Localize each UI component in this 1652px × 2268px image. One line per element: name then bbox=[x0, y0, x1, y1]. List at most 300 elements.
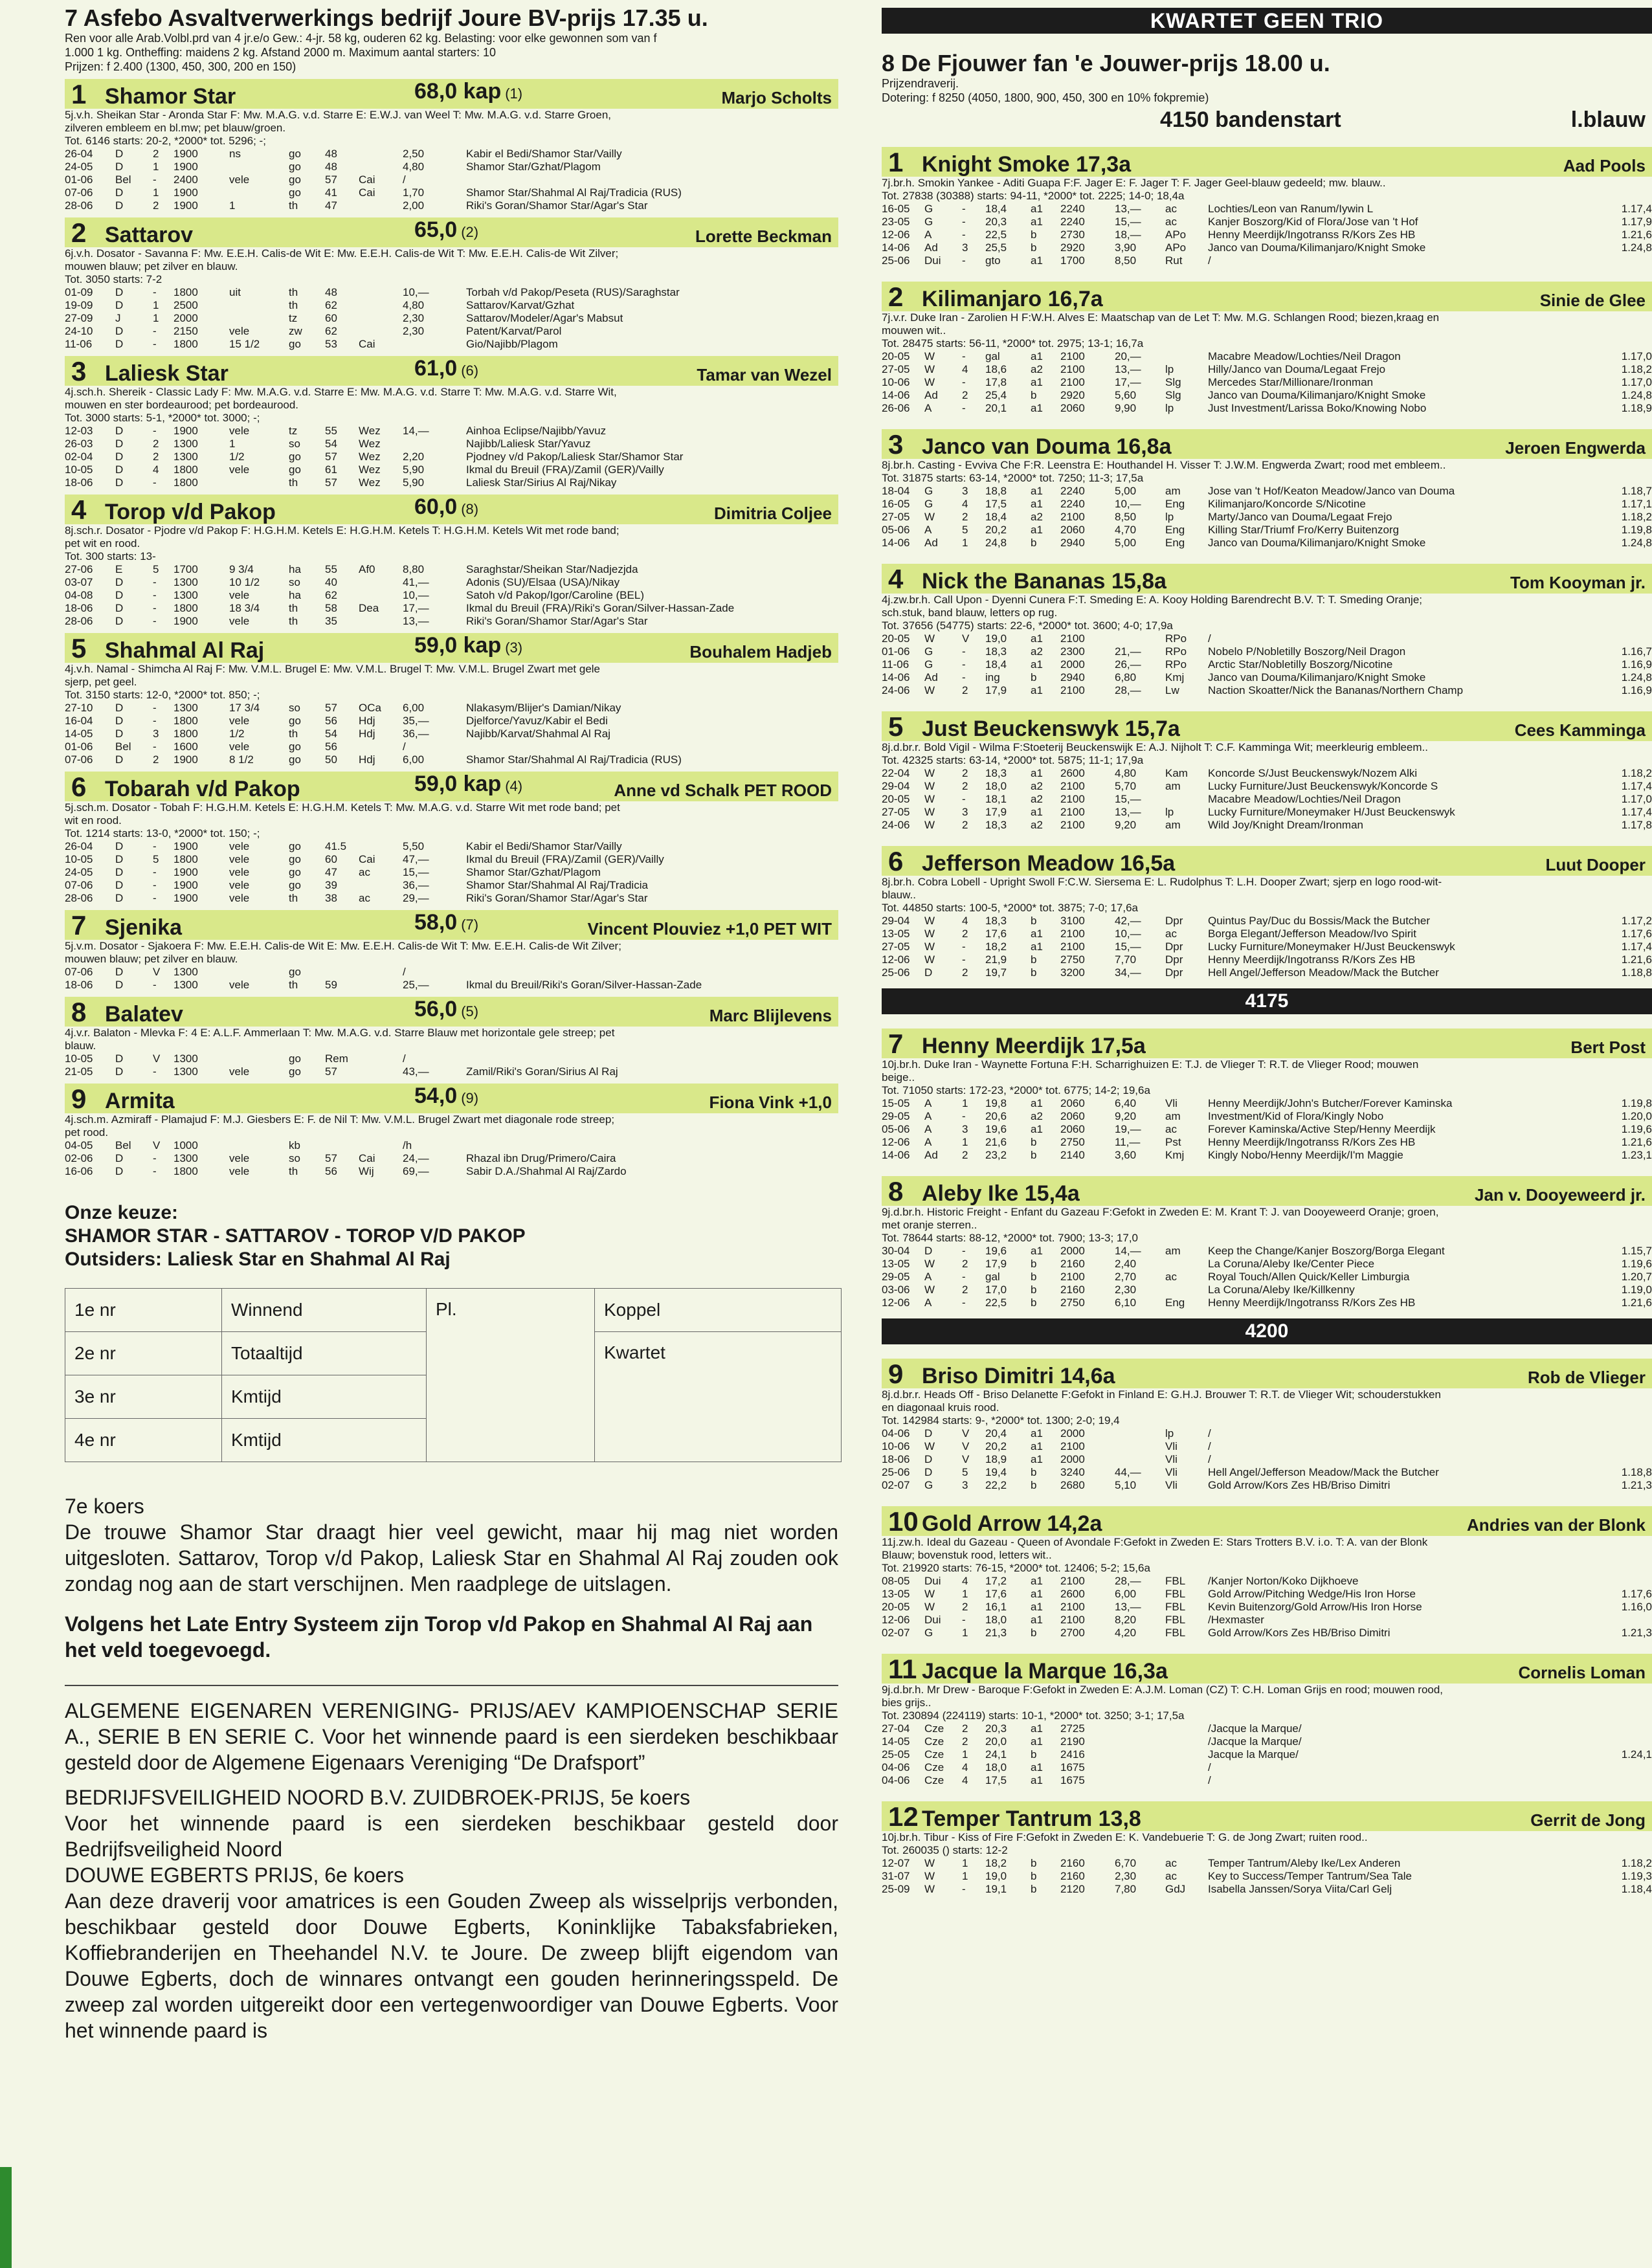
horse-number: 7 bbox=[71, 910, 87, 940]
result-cell: - bbox=[962, 940, 966, 953]
result-cell: 1675 bbox=[1060, 1761, 1085, 1773]
horse-name: Shamor Star bbox=[105, 84, 236, 109]
result-cell: 1800 bbox=[173, 338, 198, 350]
horse-pedigree: 10j.br.h. Tibur - Kiss of Fire F:Gefokt in Zweden E: K. Vandebuerie T: G. de Jong Zwart; ruiten rood.. bbox=[882, 1831, 1368, 1843]
results-table bbox=[882, 767, 1652, 832]
result-row bbox=[65, 312, 838, 325]
result-cell: Kabir el Bedi/Shamor Star/Vailly bbox=[466, 840, 622, 852]
result-cell: 58 bbox=[325, 602, 337, 614]
result-cell: Kabir el Bedi/Shamor Star/Vailly bbox=[466, 148, 622, 160]
horse-header bbox=[882, 429, 1652, 459]
result-cell: vele bbox=[229, 892, 250, 904]
result-cell: 8,50 bbox=[1115, 254, 1137, 267]
result-cell: 31-07 bbox=[882, 1870, 910, 1882]
horse-entry bbox=[65, 1084, 838, 1178]
result-cell: Kmj bbox=[1165, 671, 1185, 684]
result-cell: a1 bbox=[1031, 928, 1043, 940]
result-cell: 26-04 bbox=[65, 148, 93, 160]
result-cell bbox=[1165, 1761, 1208, 1774]
result-cell: Vli bbox=[1165, 1479, 1178, 1491]
result-cell: 5 bbox=[153, 563, 159, 575]
result-cell: 2190 bbox=[1060, 1735, 1085, 1748]
result-cell: 2500 bbox=[173, 299, 198, 311]
result-row bbox=[882, 1761, 1652, 1774]
result-cell: 21,6 bbox=[985, 1136, 1007, 1148]
horse-pedigree: bies grijs.. bbox=[882, 1696, 932, 1709]
result-cell: 4,20 bbox=[1115, 1627, 1137, 1639]
horse-pedigree: 9j.d.br.h. Historic Freight - Enfant du Gazeau F:Gefokt in Zweden E: M. Krant T: J. van Dooyeweerd Oranje; groen, bbox=[882, 1206, 1439, 1218]
result-row bbox=[65, 1152, 838, 1165]
horse-pedigree: 11j.zw.h. Ideal du Gazeau - Queen of Avondale F:Gefokt in Zweden E: Stars Trotters B.V. i.o. T: A. van der Blonk bbox=[882, 1536, 1428, 1548]
result-row bbox=[65, 563, 838, 576]
result-cell: / bbox=[1208, 632, 1211, 645]
result-cell: 2240 bbox=[1060, 485, 1085, 497]
start-position: (5) bbox=[461, 1003, 479, 1019]
result-row bbox=[882, 1296, 1652, 1309]
result-cell: G bbox=[924, 216, 933, 228]
result-cell: 55 bbox=[325, 563, 337, 575]
result-cell: 15,— bbox=[1115, 940, 1141, 953]
sponsor-notes bbox=[65, 1698, 838, 2043]
result-cell: a1 bbox=[1031, 940, 1043, 953]
horse-weight: 54,0 bbox=[414, 1084, 458, 1108]
result-cell: 04-06 bbox=[882, 1427, 910, 1440]
result-row bbox=[65, 299, 838, 312]
result-cell: am bbox=[1165, 819, 1181, 831]
start-info bbox=[882, 107, 1652, 133]
horse-career-stats: Tot. 230894 (224119) starts: 10-1, *2000* tot. 3250; 3-1; 17,5a bbox=[882, 1709, 1185, 1722]
result-cell: 17,9 bbox=[985, 684, 1007, 696]
result-cell: Riki's Goran/Shamor Star/Agar's Star bbox=[466, 892, 648, 904]
result-cell: 1 bbox=[962, 1097, 968, 1109]
result-cell: 40 bbox=[325, 576, 337, 588]
result-cell: 29-04 bbox=[882, 780, 910, 792]
result-cell: E bbox=[115, 563, 123, 575]
result-cell: 2 bbox=[962, 389, 968, 401]
result-cell: 18-06 bbox=[65, 602, 93, 614]
result-cell bbox=[1165, 1735, 1208, 1748]
result-cell: 19,0 bbox=[985, 632, 1007, 645]
result-cell bbox=[359, 879, 403, 892]
result-cell: 1 bbox=[962, 1748, 968, 1761]
result-cell: 16,1 bbox=[985, 1601, 1007, 1613]
result-cell: a1 bbox=[1031, 1588, 1043, 1600]
result-cell: Ainhoa Eclipse/Najibb/Yavuz bbox=[466, 425, 607, 437]
result-cell: - bbox=[962, 402, 966, 414]
result-cell: 1700 bbox=[1060, 254, 1085, 267]
result-cell: 5,90 bbox=[403, 476, 425, 489]
result-cell: - bbox=[153, 1065, 157, 1078]
horse-entry bbox=[882, 1176, 1652, 1309]
result-cell: - bbox=[962, 1614, 966, 1626]
result-cell: 26,— bbox=[1115, 658, 1141, 671]
result-cell: - bbox=[962, 671, 966, 684]
result-cell: 1.24,8 bbox=[1621, 241, 1652, 254]
result-cell: 1 bbox=[153, 161, 159, 173]
result-cell: D bbox=[115, 1165, 124, 1177]
result-cell: b bbox=[1031, 1271, 1037, 1283]
result-cell: Ikmal du Breuil/Riki's Goran/Silver-Hassan-Zade bbox=[466, 979, 702, 991]
result-row bbox=[882, 537, 1652, 550]
result-cell: 1900 bbox=[173, 186, 198, 199]
result-cell: 9,20 bbox=[1115, 819, 1137, 831]
result-cell: /Jacque la Marque/ bbox=[1208, 1722, 1302, 1735]
result-cell bbox=[229, 476, 289, 489]
result-cell: 3 bbox=[153, 728, 159, 740]
result-cell: Henny Meerdijk/Ingotranss R/Kors Zes HB bbox=[1208, 953, 1416, 966]
result-cell: 1.17,2 bbox=[1621, 915, 1652, 927]
horse-number: 4 bbox=[888, 564, 904, 594]
result-cell: a1 bbox=[1031, 1774, 1043, 1786]
result-cell: 1 bbox=[153, 312, 159, 324]
result-cell: a1 bbox=[1031, 350, 1043, 362]
result-cell: 14-06 bbox=[882, 389, 910, 401]
result-cell: 18 3/4 bbox=[229, 602, 260, 614]
result-cell bbox=[359, 286, 403, 299]
result-cell: vele bbox=[229, 589, 250, 601]
result-cell: 6,70 bbox=[1115, 1857, 1137, 1869]
result-cell: 6,00 bbox=[403, 753, 425, 766]
result-cell: 2000 bbox=[173, 312, 198, 324]
result-cell: b bbox=[1031, 1857, 1037, 1869]
race-8-entries bbox=[882, 147, 1652, 1896]
result-cell: 2160 bbox=[1060, 1857, 1085, 1869]
result-cell: - bbox=[153, 740, 157, 753]
result-cell: go bbox=[289, 463, 301, 476]
driver-name: Marjo Scholts bbox=[721, 88, 832, 107]
result-cell: 2100 bbox=[1060, 1575, 1085, 1587]
result-cell bbox=[359, 576, 403, 589]
result-cell: 13-05 bbox=[882, 1258, 910, 1270]
result-cell: 10,— bbox=[403, 286, 429, 298]
result-cell: 29-05 bbox=[882, 1110, 910, 1122]
horse-number: 2 bbox=[71, 217, 87, 248]
result-cell: 1.23,1 bbox=[1621, 1149, 1652, 1161]
result-cell: 1900 bbox=[173, 425, 198, 437]
horse-pedigree: blauw. bbox=[65, 1040, 96, 1052]
result-row bbox=[882, 632, 1652, 645]
result-cell: a1 bbox=[1031, 1097, 1043, 1109]
result-cell: La Coruna/Aleby Ike/Center Piece bbox=[1208, 1258, 1375, 1270]
result-cell: 17 3/4 bbox=[229, 702, 260, 714]
result-cell: 18,3 bbox=[985, 819, 1007, 831]
result-cell: 21-05 bbox=[65, 1065, 93, 1078]
results-table bbox=[65, 1139, 838, 1178]
result-cell: a1 bbox=[1031, 1453, 1043, 1465]
results-table bbox=[882, 485, 1652, 550]
result-cell: 1.16,9 bbox=[1621, 684, 1652, 696]
choice-horses: SHAMOR STAR - SATTAROV - TOROP V/D PAKOP bbox=[65, 1225, 526, 1247]
result-cell: 2,30 bbox=[1115, 1870, 1137, 1882]
result-cell: Patent/Karvat/Parol bbox=[466, 325, 562, 337]
result-cell: Gold Arrow/Kors Zes HB/Briso Dimitri bbox=[1208, 1479, 1390, 1491]
result-cell: 9,90 bbox=[1115, 402, 1137, 414]
result-cell: 1.17,0 bbox=[1621, 793, 1652, 805]
result-cell: Lucky Furniture/Moneymaker H/Just Beuckenswyk bbox=[1208, 806, 1455, 818]
result-cell: Hell Angel/Jefferson Meadow/Mack the Butcher bbox=[1208, 966, 1439, 979]
horse-career-stats: Tot. 71050 starts: 172-23, *2000* tot. 6775; 14-2; 19,6a bbox=[882, 1084, 1150, 1096]
result-cell: 41,— bbox=[403, 576, 429, 588]
result-cell: 1.18,4 bbox=[1621, 1883, 1652, 1895]
results-table bbox=[65, 425, 838, 489]
result-cell: Kam bbox=[1165, 767, 1188, 779]
result-cell bbox=[1603, 1761, 1652, 1774]
result-cell: 2100 bbox=[1060, 350, 1085, 362]
result-cell: APo bbox=[1165, 228, 1187, 241]
result-cell: Cai bbox=[359, 186, 375, 199]
result-cell: 4,80 bbox=[1115, 767, 1137, 779]
result-cell: / bbox=[1208, 1440, 1211, 1452]
result-row bbox=[65, 576, 838, 589]
result-cell: Kevin Buitenzorg/Gold Arrow/His Iron Horse bbox=[1208, 1601, 1422, 1613]
result-cell: 1.19,6 bbox=[1621, 1123, 1652, 1135]
result-cell: b bbox=[1031, 1136, 1037, 1148]
result-cell: RPo bbox=[1165, 632, 1187, 645]
result-cell: 1800 bbox=[173, 853, 198, 865]
horse-header bbox=[882, 846, 1652, 876]
result-cell: / bbox=[1208, 1761, 1211, 1773]
result-cell: 48 bbox=[325, 148, 337, 160]
result-cell: Najibb/Karvat/Shahmal Al Raj bbox=[466, 728, 611, 740]
result-cell bbox=[359, 840, 403, 853]
result-cell: a2 bbox=[1031, 511, 1043, 523]
horse-entry bbox=[65, 633, 838, 766]
result-cell: 29-05 bbox=[882, 1271, 910, 1283]
result-cell: 28,— bbox=[1115, 684, 1141, 696]
result-cell: W bbox=[924, 1440, 935, 1452]
result-cell: 03-07 bbox=[65, 576, 93, 588]
start-position: (1) bbox=[505, 85, 523, 102]
result-cell: 1.17,9 bbox=[1621, 216, 1652, 228]
result-cell: gal bbox=[985, 350, 1000, 362]
race-7-title: 7 Asfebo Asvaltverwerkings bedrijf Joure BV-prijs 17.35 u. bbox=[65, 5, 708, 31]
result-cell: Cai bbox=[359, 853, 375, 865]
result-row bbox=[882, 485, 1652, 498]
horse-name: Sattarov bbox=[105, 223, 194, 247]
result-cell: - bbox=[153, 702, 157, 714]
result-cell: 8,80 bbox=[403, 563, 425, 575]
choice-outsiders: Outsiders: Laliesk Star en Shahmal Al Raj bbox=[65, 1249, 451, 1270]
result-cell: D bbox=[115, 728, 124, 740]
result-cell: V bbox=[153, 1052, 161, 1065]
result-cell: 2100 bbox=[1060, 928, 1085, 940]
result-cell: 1900 bbox=[173, 199, 198, 212]
bet-cell-nr: 3e nr bbox=[65, 1375, 222, 1419]
horse-pedigree: mouwen blauw; pet zilver en blauw. bbox=[65, 260, 238, 272]
result-cell: Lw bbox=[1165, 684, 1179, 696]
result-cell: V bbox=[962, 1427, 970, 1440]
result-cell bbox=[359, 325, 403, 338]
result-cell: 1.17,0 bbox=[1621, 350, 1652, 362]
result-row bbox=[65, 463, 838, 476]
result-cell: D bbox=[115, 753, 124, 766]
result-cell: 14-06 bbox=[882, 1149, 910, 1161]
horse-header bbox=[65, 79, 838, 109]
result-cell: 57 bbox=[325, 476, 337, 489]
result-cell: 24-10 bbox=[65, 325, 93, 337]
horse-pedigree: 4j.sch.h. Shereik - Classic Lady F: Mw. M.A.G. v.d. Starre E: Mw. M.A.G. v.d. Starre T: Mw. M.A.G. v.d. Starre Wit, bbox=[65, 386, 617, 398]
result-cell: 24,— bbox=[403, 1152, 429, 1164]
result-row bbox=[882, 1601, 1652, 1614]
result-cell: 07-06 bbox=[65, 753, 93, 766]
horse-header bbox=[65, 997, 838, 1027]
result-cell: 1.17,4 bbox=[1621, 203, 1652, 215]
result-cell: 05-06 bbox=[882, 1123, 910, 1135]
horse-pedigree: 9j.d.br.h. Mr Drew - Baroque F:Gefokt in Zweden E: A.J.M. Loman (CZ) T: C.H. Loman Grijs en rood; mouwen rood, bbox=[882, 1684, 1444, 1696]
result-cell: 2000 bbox=[1060, 1427, 1085, 1440]
kwartet-banner: KWARTET GEEN TRIO bbox=[882, 8, 1652, 34]
result-cell: - bbox=[962, 1271, 966, 1283]
late-entry-note: Volgens het Late Entry Systeem zijn Torop v/d Pakop en Shahmal Al Raj aan het veld toegevoegd. bbox=[65, 1612, 813, 1662]
result-cell: 1.19,3 bbox=[1621, 1870, 1652, 1882]
result-cell: 2,30 bbox=[403, 325, 425, 337]
result-cell: 5,00 bbox=[1115, 485, 1137, 497]
result-cell: 2100 bbox=[1060, 793, 1085, 805]
result-cell bbox=[229, 161, 289, 173]
result-cell: 18-06 bbox=[65, 476, 93, 489]
horse-pedigree: pet wit en rood. bbox=[65, 537, 140, 550]
result-row bbox=[65, 589, 838, 602]
result-cell: 4 bbox=[962, 915, 968, 927]
result-cell: 2 bbox=[962, 819, 968, 831]
result-cell: 1.16,9 bbox=[1621, 658, 1652, 671]
driver-name: Jeroen Engwerda bbox=[1505, 438, 1646, 458]
result-cell bbox=[359, 1065, 403, 1078]
result-cell: 1.17,4 bbox=[1621, 780, 1652, 792]
result-cell: 5,50 bbox=[403, 840, 425, 852]
result-cell: 30-04 bbox=[882, 1245, 910, 1257]
result-cell: - bbox=[962, 350, 966, 362]
result-cell: Shamor Star/Gzhat/Plagom bbox=[466, 866, 601, 878]
results-table bbox=[882, 203, 1652, 267]
driver-name: Cees Kamminga bbox=[1514, 720, 1646, 740]
result-cell: - bbox=[153, 589, 157, 601]
result-cell: a1 bbox=[1031, 684, 1043, 696]
result-cell: / bbox=[403, 173, 406, 186]
horse-pedigree: 4j.v.r. Balaton - Mlevka F: 4 E: A.L.F. Ammerlaan T: Mw. M.A.G. v.d. Starre Blauw met horizontale gele streep; pet bbox=[65, 1027, 615, 1039]
horse-pedigree: pet rood. bbox=[65, 1126, 109, 1139]
result-cell: 24-05 bbox=[65, 161, 93, 173]
result-row bbox=[882, 402, 1652, 415]
result-cell: Eng bbox=[1165, 537, 1185, 549]
result-cell: 4 bbox=[962, 1774, 968, 1786]
result-cell: D bbox=[115, 715, 124, 727]
result-row bbox=[882, 940, 1652, 953]
result-cell: - bbox=[153, 866, 157, 878]
result-row bbox=[65, 450, 838, 463]
result-cell: 3200 bbox=[1060, 966, 1085, 979]
result-cell: go bbox=[289, 161, 301, 173]
result-cell: - bbox=[962, 1245, 966, 1257]
result-cell: Hell Angel/Jefferson Meadow/Mack the Butcher bbox=[1208, 1466, 1439, 1478]
result-cell: FBL bbox=[1165, 1601, 1186, 1613]
result-cell: 25-06 bbox=[882, 1466, 910, 1478]
horse-name-record: Knight Smoke 17,3a bbox=[922, 152, 1132, 177]
result-cell: D bbox=[115, 1152, 124, 1164]
result-cell: th bbox=[289, 728, 298, 740]
result-row bbox=[65, 966, 838, 979]
result-cell: Ad bbox=[924, 389, 938, 401]
result-cell: b bbox=[1031, 953, 1037, 966]
result-cell: 1800 bbox=[173, 602, 198, 614]
result-cell: Shamor Star/Gzhat/Plagom bbox=[466, 161, 601, 173]
result-cell bbox=[466, 1139, 838, 1152]
result-cell: 2 bbox=[153, 450, 159, 463]
result-cell: - bbox=[153, 1152, 157, 1164]
result-cell: 02-04 bbox=[65, 450, 93, 463]
result-cell: 4,80 bbox=[403, 299, 425, 311]
result-cell bbox=[1115, 1774, 1165, 1787]
result-cell: 1.20,7 bbox=[1621, 1271, 1652, 1283]
result-cell: 23-05 bbox=[882, 216, 910, 228]
result-cell: 25-09 bbox=[882, 1883, 910, 1895]
result-cell: 2100 bbox=[1060, 1440, 1085, 1452]
result-cell: RPo bbox=[1165, 645, 1187, 658]
race-8-title: 8 De Fjouwer fan 'e Jouwer-prijs 18.00 u. bbox=[882, 50, 1330, 76]
result-cell: D bbox=[115, 1065, 124, 1078]
result-cell: th bbox=[289, 299, 298, 311]
result-cell bbox=[466, 966, 838, 979]
result-cell: vele bbox=[229, 1152, 250, 1164]
result-cell: Janco van Douma/Kilimanjaro/Knight Smoke bbox=[1208, 671, 1426, 684]
result-cell: so bbox=[289, 702, 300, 714]
result-cell: Ad bbox=[924, 537, 938, 549]
result-cell: Killing Star/Triumf Fro/Kerry Buitenzorg bbox=[1208, 524, 1400, 536]
result-cell: 1.17,1 bbox=[1621, 498, 1652, 510]
result-row bbox=[65, 286, 838, 299]
result-cell: Ad bbox=[924, 671, 938, 684]
result-cell: Hdj bbox=[359, 715, 375, 727]
driver-name: Luut Dooper bbox=[1545, 855, 1646, 874]
bet-cell-type: Kmtijd bbox=[222, 1419, 427, 1462]
results-table bbox=[882, 1575, 1652, 1640]
result-cell: 36,— bbox=[403, 879, 429, 891]
result-cell: b bbox=[1031, 1479, 1037, 1491]
result-cell: W bbox=[924, 684, 935, 696]
result-cell: Dpr bbox=[1165, 966, 1183, 979]
result-cell: Dpr bbox=[1165, 915, 1183, 927]
result-cell: FBL bbox=[1165, 1627, 1186, 1639]
result-cell: ac bbox=[1165, 1123, 1177, 1135]
result-cell: 18,0 bbox=[985, 780, 1007, 792]
result-cell: ha bbox=[289, 589, 301, 601]
result-cell: 1 bbox=[962, 1136, 968, 1148]
result-cell: 6,00 bbox=[403, 702, 425, 714]
results-table bbox=[882, 1245, 1652, 1309]
result-cell: Satoh v/d Pakop/Igor/Caroline (BEL) bbox=[466, 589, 644, 601]
result-cell: 18-06 bbox=[65, 979, 93, 991]
result-row bbox=[65, 438, 838, 450]
result-cell bbox=[229, 966, 289, 979]
horse-header bbox=[882, 1359, 1652, 1388]
result-cell: Laliesk Star/Sirius Al Raj/Nikay bbox=[466, 476, 617, 489]
driver-name: Vincent Plouviez +1,0 PET WIT bbox=[587, 919, 832, 939]
result-cell: 47 bbox=[325, 866, 337, 878]
result-cell: 8 1/2 bbox=[229, 753, 254, 766]
weight-group bbox=[414, 79, 522, 104]
result-cell: 2600 bbox=[1060, 767, 1085, 779]
result-cell: Arctic Star/Nobletilly Boszorg/Nicotine bbox=[1208, 658, 1393, 671]
result-cell: W bbox=[924, 1258, 935, 1270]
result-cell: 2 bbox=[962, 1735, 968, 1748]
result-cell: 20-05 bbox=[882, 632, 910, 645]
result-row bbox=[882, 1284, 1652, 1296]
horse-career-stats: Tot. 3150 starts: 12-0, *2000* tot. 850; -; bbox=[65, 689, 260, 701]
result-cell: 1.18,2 bbox=[1621, 511, 1652, 523]
result-cell: 2240 bbox=[1060, 498, 1085, 510]
result-cell: 1.21,3 bbox=[1621, 1479, 1652, 1491]
result-cell: 2,70 bbox=[1115, 1271, 1137, 1283]
